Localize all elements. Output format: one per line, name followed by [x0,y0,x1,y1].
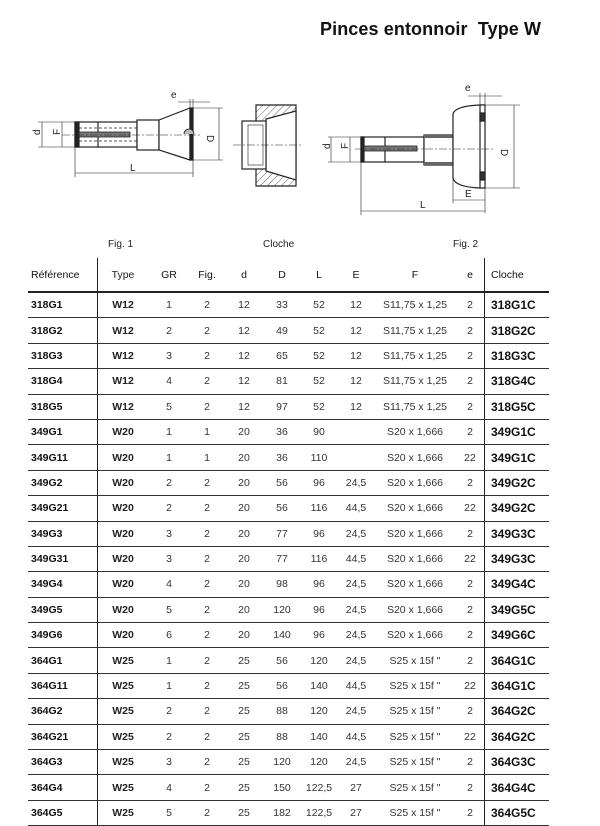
cell-d: 20 [224,496,264,521]
fig1-caption: Fig. 1 [108,239,134,250]
cell-gr: 1 [148,445,190,470]
cell-cloche: 364G2C [485,699,550,724]
cell-e: 22 [456,445,485,470]
table-row [28,546,549,571]
table-row [28,724,549,749]
cell-e: 2 [456,648,485,673]
cell-e: 2 [456,800,485,825]
table-row [28,597,549,622]
cell-type: W12 [98,343,149,368]
cell-L: 122,5 [300,775,338,800]
cell-E: 24,5 [338,648,374,673]
cell-reference: 364G2 [28,699,98,724]
cell-F: S20 x 1,666 [374,419,456,444]
cell-D: 65 [264,343,300,368]
cell-e: 2 [456,369,485,394]
cell-F: S25 x 15f " [374,648,456,673]
fig2-label-L: L [420,200,426,211]
cell-reference: 364G1 [28,648,98,673]
cell-reference: 349G4 [28,572,98,597]
cell-gr: 2 [148,496,190,521]
cloche-drawing [233,105,303,186]
cell-reference: 349G5 [28,597,98,622]
cell-L: 120 [300,750,338,775]
cell-fig: 2 [190,343,224,368]
cell-gr: 4 [148,775,190,800]
specifications-table [28,258,549,826]
cell-cloche: 349G3C [485,546,550,571]
cell-d: 25 [224,800,264,825]
cell-fig: 2 [190,521,224,546]
table-row [28,775,549,800]
cell-d: 25 [224,699,264,724]
table-row [28,470,549,495]
cell-D: 120 [264,597,300,622]
cell-gr: 3 [148,521,190,546]
cell-E: 44,5 [338,496,374,521]
cell-reference: 318G3 [28,343,98,368]
cell-D: 77 [264,521,300,546]
cell-D: 56 [264,673,300,698]
cell-d: 20 [224,623,264,648]
cell-F: S20 x 1,666 [374,470,456,495]
col-header-fig: Fig. [198,268,216,281]
cell-e: 2 [456,470,485,495]
cell-d: 25 [224,775,264,800]
table-row [28,673,549,698]
cell-reference: 349G11 [28,445,98,470]
cell-cloche: 349G1C [485,419,550,444]
cell-E: 27 [338,800,374,825]
cell-d: 20 [224,470,264,495]
cell-gr: 5 [148,597,190,622]
cell-L: 52 [300,318,338,343]
table-row [28,623,549,648]
cell-d: 20 [224,572,264,597]
cell-cloche: 318G1C [485,292,550,318]
cell-cloche: 349G5C [485,597,550,622]
cell-E: 44,5 [338,673,374,698]
cell-d: 25 [224,648,264,673]
cell-L: 116 [300,496,338,521]
cell-F: S20 x 1,666 [374,496,456,521]
cell-fig: 2 [190,750,224,775]
fig2-label-F: F [340,142,351,149]
cell-D: 36 [264,445,300,470]
cell-fig: 2 [190,673,224,698]
cell-cloche: 349G4C [485,572,550,597]
cell-L: 140 [300,724,338,749]
cell-cloche: 364G3C [485,750,550,775]
cell-L: 52 [300,343,338,368]
col-header-cloche: Cloche [485,258,550,292]
cell-type: W20 [98,572,149,597]
cell-reference: 364G3 [28,750,98,775]
cell-type: W25 [98,724,149,749]
table-row [28,394,549,419]
cell-e: 2 [456,623,485,648]
cell-reference: 318G2 [28,318,98,343]
cell-L: 140 [300,673,338,698]
table-row [28,521,549,546]
cell-L: 122,5 [300,800,338,825]
cell-L: 120 [300,699,338,724]
cell-type: W25 [98,699,149,724]
page-title: Pinces entonnoir Type W [320,19,542,39]
fig2-caption: Fig. 2 [453,239,479,250]
cell-E: 24,5 [338,623,374,648]
cell-e: 22 [456,546,485,571]
cell-D: 182 [264,800,300,825]
cell-L: 52 [300,369,338,394]
cell-gr: 1 [148,292,190,318]
fig2-collet-drawing [328,93,520,215]
cell-d: 12 [224,394,264,419]
cell-fig: 2 [190,597,224,622]
cell-cloche: 364G1C [485,673,550,698]
cell-D: 88 [264,699,300,724]
cell-d: 12 [224,318,264,343]
cell-D: 120 [264,750,300,775]
cell-L: 90 [300,419,338,444]
cell-fig: 2 [190,394,224,419]
cell-D: 56 [264,496,300,521]
cell-type: W20 [98,470,149,495]
cell-reference: 364G11 [28,673,98,698]
cell-F: S20 x 1,666 [374,572,456,597]
cell-E: 24,5 [338,699,374,724]
col-header-gr: GR [161,268,177,281]
cell-reference: 364G21 [28,724,98,749]
cell-gr: 2 [148,724,190,749]
cell-E: 24,5 [338,470,374,495]
cell-F: S25 x 15f " [374,699,456,724]
cell-cloche: 364G5C [485,800,550,825]
cell-gr: 2 [148,699,190,724]
cell-E: 12 [338,318,374,343]
cell-L: 116 [300,546,338,571]
table-row [28,572,549,597]
cell-fig: 1 [190,419,224,444]
cell-F: S25 x 15f " [374,775,456,800]
cell-gr: 3 [148,546,190,571]
cell-type: W25 [98,750,149,775]
table-row [28,343,549,368]
cell-e: 2 [456,699,485,724]
fig2-label-e: e [465,85,471,94]
cell-e: 2 [456,572,485,597]
cell-cloche: 349G2C [485,496,550,521]
cell-E: 12 [338,369,374,394]
cell-e: 2 [456,597,485,622]
col-header-D: D [278,268,286,281]
cell-gr: 5 [148,394,190,419]
cell-E: 24,5 [338,521,374,546]
cell-gr: 5 [148,800,190,825]
table-row [28,800,549,825]
cell-L: 96 [300,623,338,648]
cell-cloche: 349G2C [485,470,550,495]
cell-F: S11,75 x 1,25 [374,292,456,318]
cell-cloche: 349G1C [485,445,550,470]
cell-L: 96 [300,470,338,495]
cell-L: 52 [300,292,338,318]
table-header-row [28,258,549,292]
cell-F: S11,75 x 1,25 [374,394,456,419]
cell-E [338,445,374,470]
fig2-label-E: E [465,189,472,200]
cell-type: W25 [98,775,149,800]
cell-fig: 2 [190,496,224,521]
cell-reference: 364G4 [28,775,98,800]
cell-gr: 3 [148,750,190,775]
cell-E [338,419,374,444]
fig1-label-F: F [52,128,63,135]
cell-fig: 2 [190,623,224,648]
cloche-caption: Cloche [263,239,295,250]
cell-E: 27 [338,775,374,800]
table-row [28,699,549,724]
cell-type: W25 [98,648,149,673]
table-row [28,648,549,673]
cell-L: 110 [300,445,338,470]
cell-gr: 2 [148,318,190,343]
cell-fig: 2 [190,724,224,749]
cell-reference: 318G4 [28,369,98,394]
cell-D: 88 [264,724,300,749]
table-row [28,318,549,343]
cell-e: 22 [456,724,485,749]
cell-E: 12 [338,343,374,368]
cell-cloche: 364G1C [485,648,550,673]
cell-e: 22 [456,673,485,698]
cell-reference: 364G5 [28,800,98,825]
cell-D: 140 [264,623,300,648]
table-row [28,292,549,318]
cell-fig: 2 [190,470,224,495]
table-row [28,445,549,470]
cell-d: 25 [224,673,264,698]
cell-e: 2 [456,775,485,800]
cell-cloche: 318G4C [485,369,550,394]
cell-type: W25 [98,673,149,698]
col-header-E: E [352,268,360,281]
cell-E: 44,5 [338,724,374,749]
col-header-type: Type [98,258,149,292]
table-row [28,369,549,394]
cell-D: 97 [264,394,300,419]
cell-cloche: 364G4C [485,775,550,800]
cell-L: 120 [300,648,338,673]
cell-E: 24,5 [338,750,374,775]
cell-e: 2 [456,521,485,546]
cell-L: 96 [300,597,338,622]
cell-cloche: 349G6C [485,623,550,648]
cell-D: 56 [264,648,300,673]
cell-type: W20 [98,597,149,622]
fig1-label-d: d [32,129,43,135]
cell-L: 96 [300,572,338,597]
cell-reference: 349G21 [28,496,98,521]
cell-d: 20 [224,419,264,444]
cell-d: 20 [224,445,264,470]
cell-fig: 2 [190,699,224,724]
cell-d: 20 [224,546,264,571]
cell-E: 24,5 [338,572,374,597]
cell-d: 25 [224,724,264,749]
col-header-e: e [467,268,473,281]
cell-fig: 2 [190,292,224,318]
cell-cloche: 318G3C [485,343,550,368]
cell-gr: 6 [148,623,190,648]
technical-drawings [0,85,600,225]
cell-E: 12 [338,394,374,419]
cell-cloche: 349G3C [485,521,550,546]
cell-e: 2 [456,394,485,419]
cell-fig: 1 [190,445,224,470]
cell-fig: 2 [190,648,224,673]
cell-D: 77 [264,546,300,571]
cell-gr: 2 [148,470,190,495]
cell-F: S20 x 1,666 [374,623,456,648]
cell-reference: 349G2 [28,470,98,495]
cell-gr: 1 [148,673,190,698]
cell-d: 20 [224,521,264,546]
cell-type: W25 [98,800,149,825]
cell-F: S11,75 x 1,25 [374,343,456,368]
col-header-d: d [241,268,247,281]
col-header-reference: Référence [31,268,80,281]
fig1-label-D: D [204,135,215,143]
cell-type: W12 [98,394,149,419]
cell-type: W20 [98,445,149,470]
cell-F: S20 x 1,666 [374,597,456,622]
cell-F: S25 x 15f " [374,724,456,749]
cell-reference: 349G1 [28,419,98,444]
cell-reference: 349G3 [28,521,98,546]
cell-gr: 3 [148,343,190,368]
cell-type: W20 [98,521,149,546]
cell-F: S11,75 x 1,25 [374,369,456,394]
table-row [28,496,549,521]
cell-F: S25 x 15f " [374,673,456,698]
cell-gr: 1 [148,648,190,673]
cell-L: 96 [300,521,338,546]
cell-fig: 2 [190,546,224,571]
cell-fig: 2 [190,318,224,343]
fig1-label-L: L [130,163,136,174]
cell-D: 81 [264,369,300,394]
cell-reference: 349G31 [28,546,98,571]
table-row [28,750,549,775]
cell-reference: 318G1 [28,292,98,318]
cell-cloche: 318G5C [485,394,550,419]
cell-D: 56 [264,470,300,495]
cell-d: 20 [224,597,264,622]
cell-cloche: 364G2C [485,724,550,749]
cell-F: S20 x 1,666 [374,546,456,571]
cell-type: W20 [98,546,149,571]
cell-e: 2 [456,318,485,343]
cell-reference: 318G5 [28,394,98,419]
cell-type: W20 [98,419,149,444]
cell-F: S25 x 15f " [374,750,456,775]
cell-type: W20 [98,623,149,648]
table-row [28,419,549,444]
cell-e: 2 [456,419,485,444]
cell-type: W12 [98,369,149,394]
cell-e: 2 [456,750,485,775]
cell-L: 52 [300,394,338,419]
cell-gr: 4 [148,572,190,597]
cell-d: 25 [224,750,264,775]
cell-reference: 349G6 [28,623,98,648]
cell-d: 12 [224,369,264,394]
cell-E: 44,5 [338,546,374,571]
cell-gr: 4 [148,369,190,394]
cell-F: S20 x 1,666 [374,521,456,546]
cell-E: 24,5 [338,597,374,622]
cell-D: 150 [264,775,300,800]
cell-type: W12 [98,318,149,343]
cell-F: S20 x 1,666 [374,445,456,470]
fig2-label-D: D [498,149,509,157]
cell-D: 33 [264,292,300,318]
cell-d: 12 [224,343,264,368]
cell-gr: 1 [148,419,190,444]
cell-type: W20 [98,496,149,521]
cell-e: 2 [456,343,485,368]
cell-fig: 2 [190,572,224,597]
cell-F: S25 x 15f " [374,800,456,825]
cell-type: W12 [98,292,149,318]
cell-d: 12 [224,292,264,318]
cell-D: 98 [264,572,300,597]
cell-E: 12 [338,292,374,318]
cell-cloche: 318G2C [485,318,550,343]
fig2-label-d: d [322,143,333,149]
cell-e: 2 [456,292,485,318]
cell-D: 36 [264,419,300,444]
cell-F: S11,75 x 1,25 [374,318,456,343]
cell-e: 22 [456,496,485,521]
cell-fig: 2 [190,369,224,394]
cell-D: 49 [264,318,300,343]
col-header-L: L [316,268,322,281]
fig1-label-e: e [171,90,177,101]
cell-fig: 2 [190,800,224,825]
col-header-F: F [411,268,419,281]
cell-fig: 2 [190,775,224,800]
